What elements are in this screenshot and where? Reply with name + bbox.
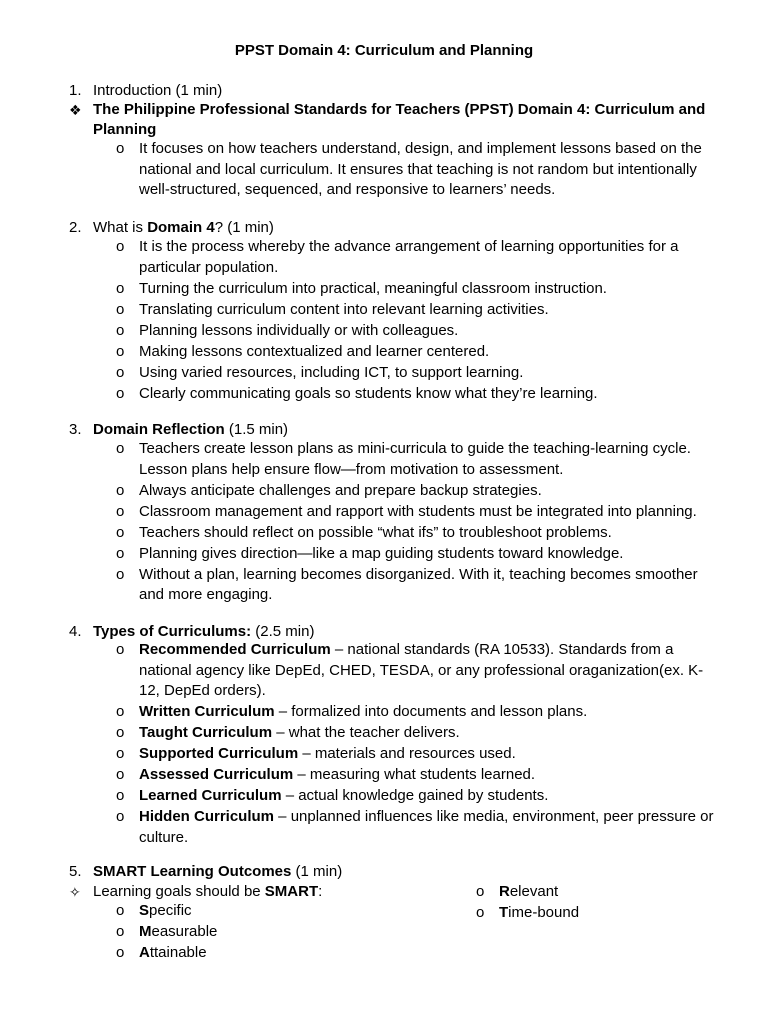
section-2-bullets <box>116 237 721 405</box>
list-item: o Planning gives direction—like a map guiding students toward knowledge. <box>116 544 721 565</box>
circle-bullet-icon: o <box>116 140 125 157</box>
list-item: o Hidden Curriculum – unplanned influences like media, environment, peer pressure or culture. <box>116 808 714 846</box>
circle-bullet-icon: o <box>116 440 125 457</box>
section-number: 5. <box>69 863 82 880</box>
diamond-bullet-icon: ❖ <box>69 102 82 118</box>
section-1-bullets <box>116 139 721 201</box>
section-4-heading: 4. Types of Curriculums: (2.5 min) <box>69 623 315 640</box>
circle-bullet-icon: o <box>116 944 125 961</box>
section-number: 4. <box>69 623 82 640</box>
circle-bullet-icon: o <box>116 787 125 804</box>
circle-bullet-icon: o <box>476 904 485 921</box>
outline-diamond-bullet-icon: ✧ <box>69 884 81 900</box>
list-item: o Time-bound <box>476 903 726 924</box>
list-item: o Translating curriculum content into relevant learning activities. <box>116 300 721 321</box>
list-item: o Without a plan, learning becomes disorganized. With it, teaching becomes smoother and more engaging. <box>116 565 698 603</box>
smart-right-list <box>476 882 726 924</box>
smart-left-list <box>116 901 416 964</box>
list-item: o Written Curriculum – formalized into documents and lesson plans. <box>116 702 721 723</box>
list-item: o Measurable <box>116 922 416 943</box>
star-heading-text: The Philippine Professional Standards for Teachers (PPST) Domain 4: Curriculum and Planning <box>93 101 706 138</box>
circle-bullet-icon: o <box>116 745 125 762</box>
list-item: o Making lessons contextualized and learner centered. <box>116 342 721 363</box>
circle-bullet-icon: o <box>116 384 125 402</box>
list-item: o It is the process whereby the advance arrangement of learning opportunities for a particular population. <box>116 238 679 276</box>
list-item: o Turning the curriculum into practical, meaningful classroom instruction. <box>116 279 721 300</box>
list-item: o Teachers should reflect on possible “what ifs” to troubleshoot problems. <box>116 523 721 544</box>
circle-bullet-icon: o <box>116 342 125 360</box>
circle-bullet-icon: o <box>476 883 485 900</box>
circle-bullet-icon: o <box>116 523 125 541</box>
ppst-star-heading <box>69 100 729 140</box>
document-title: PPST Domain 4: Curriculum and Planning <box>234 42 534 59</box>
list-item: o Attainable <box>116 943 416 964</box>
list-item: o Teachers create lesson plans as mini-curricula to guide the teaching-learning cycle. Lesson plans help ensure flow—from motivation to assessment. <box>116 440 691 478</box>
circle-bullet-icon: o <box>116 703 125 720</box>
section-number: 1. <box>69 82 82 99</box>
smart-intro-text: Learning goals should be SMART: <box>93 883 323 900</box>
circle-bullet-icon: o <box>116 923 125 940</box>
circle-bullet-icon: o <box>116 544 125 562</box>
circle-bullet-icon: o <box>116 363 125 381</box>
circle-bullet-icon: o <box>116 724 125 741</box>
circle-bullet-icon: o <box>116 641 125 658</box>
circle-bullet-icon: o <box>116 300 125 318</box>
section-3-heading: 3. Domain Reflection (1.5 min) <box>69 421 289 438</box>
list-item: o Clearly communicating goals so students know what they’re learning. <box>116 384 721 405</box>
list-item: o Using varied resources, including ICT, to support learning. <box>116 363 721 384</box>
section-4-bullets <box>116 640 721 849</box>
circle-bullet-icon: o <box>116 321 125 339</box>
smart-star-line <box>69 882 449 902</box>
circle-bullet-icon: o <box>116 766 125 783</box>
circle-bullet-icon: o <box>116 279 125 297</box>
list-item: o Planning lessons individually or with colleagues. <box>116 321 721 342</box>
list-item: o Relevant <box>476 882 726 903</box>
list-item: o Taught Curriculum – what the teacher delivers. <box>116 723 721 744</box>
section-1-heading <box>69 81 729 101</box>
list-item: o It focuses on how teachers understand, design, and implement lessons based on the national and local curriculum. It ensures that teaching is not random but intentionally well-structured, sequenced, and responsive to learners’ needs. <box>116 140 702 198</box>
list-item: o Classroom management and rapport with students must be integrated into planning. <box>116 502 721 523</box>
section-number: 2. <box>69 219 82 236</box>
circle-bullet-icon: o <box>116 902 125 919</box>
list-item: o Recommended Curriculum – national standards (RA 10533). Standards from a national agency like DepEd, CHED, TESDA, or any professional oraganization(ex. K-12, DepEd orders). <box>116 641 704 699</box>
list-item: o Learned Curriculum – actual knowledge gained by students. <box>116 786 721 807</box>
list-item: o Supported Curriculum – materials and resources used. <box>116 744 721 765</box>
section-5-heading: 5. SMART Learning Outcomes (1 min) <box>69 863 343 880</box>
section-3-bullets <box>116 439 721 606</box>
section-2-heading: 2. What is Domain 4? (1 min) <box>69 219 274 236</box>
circle-bullet-icon: o <box>116 565 125 583</box>
list-item: o Specific <box>116 901 416 922</box>
section-label: Introduction (1 min) <box>93 82 223 99</box>
circle-bullet-icon: o <box>116 502 125 520</box>
list-item: o Always anticipate challenges and prepare backup strategies. <box>116 481 721 502</box>
list-item: o Assessed Curriculum – measuring what students learned. <box>116 765 721 786</box>
circle-bullet-icon: o <box>116 481 125 499</box>
circle-bullet-icon: o <box>116 238 125 255</box>
circle-bullet-icon: o <box>116 808 125 825</box>
section-number: 3. <box>69 421 82 438</box>
